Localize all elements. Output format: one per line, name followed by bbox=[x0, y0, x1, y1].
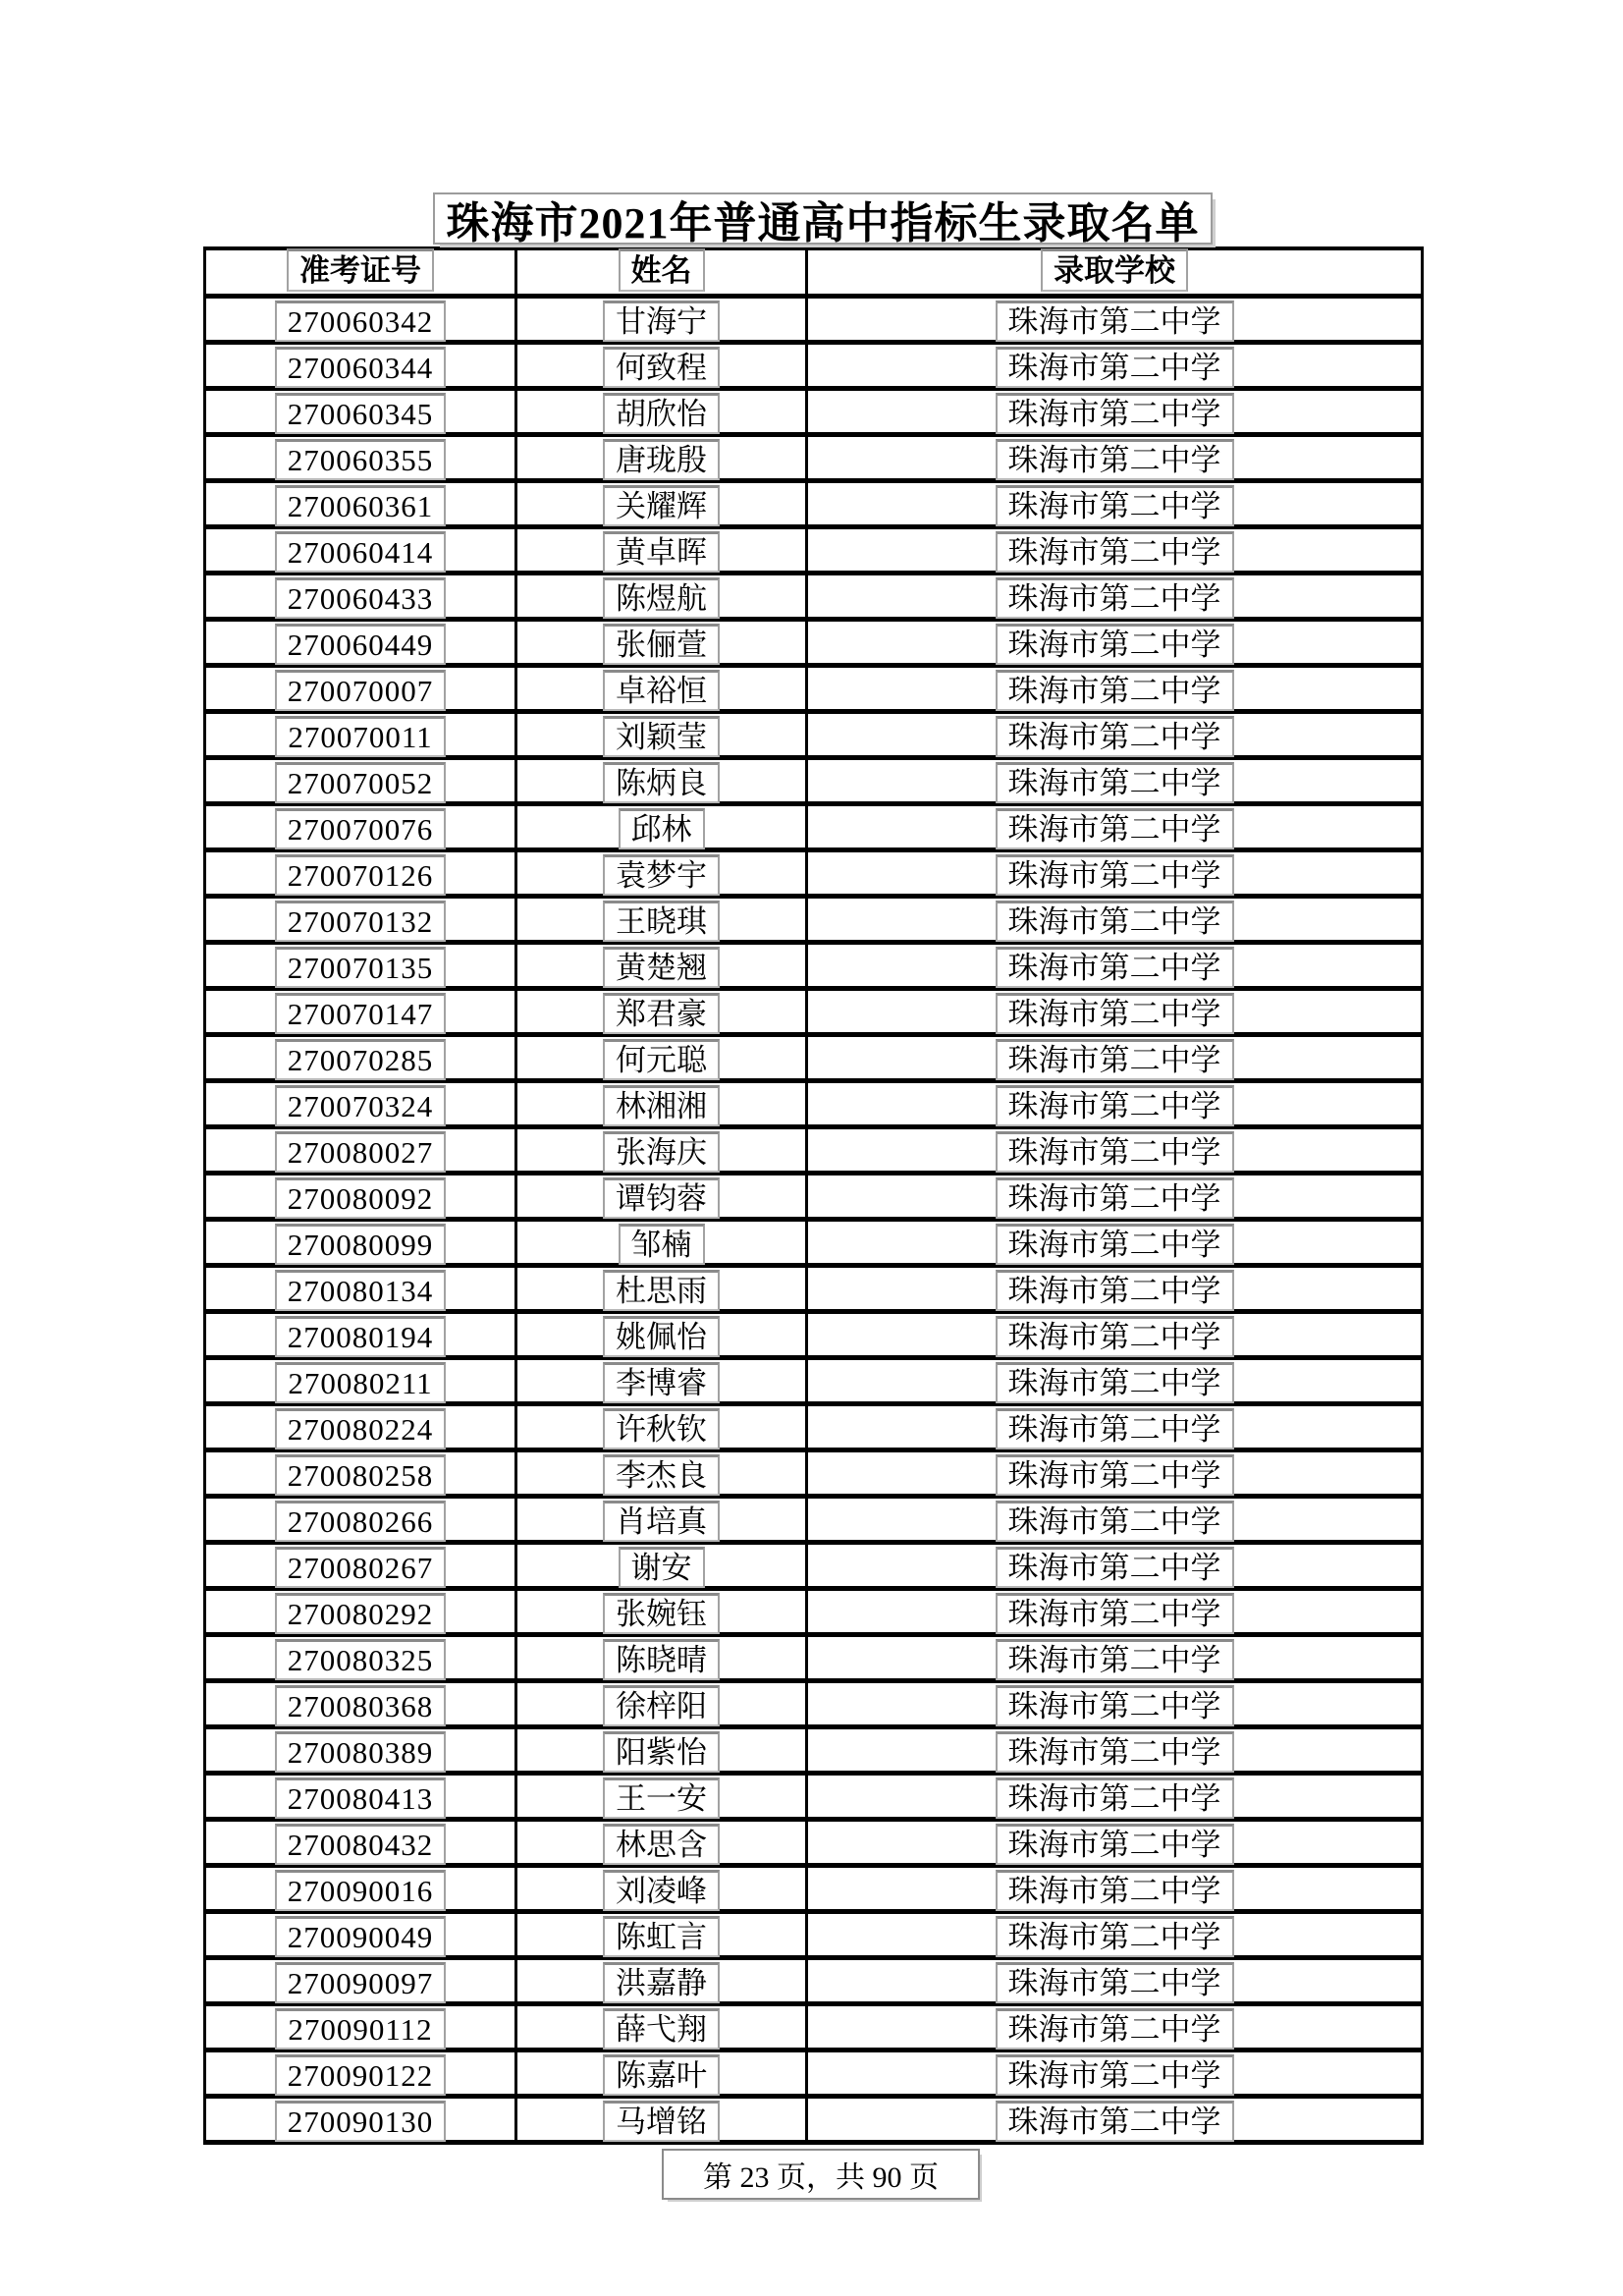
name-value: 袁梦宇 bbox=[603, 854, 720, 896]
table-row bbox=[205, 943, 1423, 989]
name-value: 邱林 bbox=[619, 808, 705, 849]
table-row bbox=[205, 1174, 1423, 1220]
school-value: 珠海市第二中学 bbox=[996, 1916, 1234, 1957]
table-row bbox=[205, 1266, 1423, 1312]
exam-number-value: 270060361 bbox=[275, 485, 447, 526]
name-cell bbox=[516, 712, 807, 758]
school-cell bbox=[807, 897, 1423, 943]
table-row bbox=[205, 1081, 1423, 1127]
table-row bbox=[205, 389, 1423, 435]
exam-number-value: 270080432 bbox=[275, 1824, 447, 1865]
name-cell bbox=[516, 620, 807, 666]
name-value: 陈煜航 bbox=[603, 577, 720, 619]
exam-number-cell bbox=[205, 943, 516, 989]
exam-number-cell bbox=[205, 1912, 516, 1958]
name-cell bbox=[516, 481, 807, 527]
name-value: 胡欣怡 bbox=[603, 393, 720, 434]
exam-number-cell bbox=[205, 1127, 516, 1174]
school-value: 珠海市第二中学 bbox=[996, 1824, 1234, 1865]
school-cell bbox=[807, 2004, 1423, 2050]
name-value: 陈炳良 bbox=[603, 762, 720, 803]
name-cell bbox=[516, 1174, 807, 1220]
table-row bbox=[205, 1589, 1423, 1635]
exam-number-cell bbox=[205, 1266, 516, 1312]
header-row bbox=[205, 248, 1423, 297]
name-value: 阳紫怡 bbox=[603, 1731, 720, 1773]
exam-number-value: 270080194 bbox=[275, 1316, 447, 1357]
table-row bbox=[205, 527, 1423, 574]
school-cell bbox=[807, 1358, 1423, 1404]
name-value: 黄楚翘 bbox=[603, 947, 720, 988]
exam-number-value: 270080092 bbox=[275, 1177, 447, 1219]
name-cell bbox=[516, 389, 807, 435]
school-value: 珠海市第二中学 bbox=[996, 1639, 1234, 1680]
name-cell bbox=[516, 850, 807, 897]
name-cell bbox=[516, 1358, 807, 1404]
name-value: 刘凌峰 bbox=[603, 1870, 720, 1911]
name-cell bbox=[516, 666, 807, 712]
name-value: 何元聪 bbox=[603, 1039, 720, 1080]
name-value: 陈虹言 bbox=[603, 1916, 720, 1957]
school-value: 珠海市第二中学 bbox=[996, 1870, 1234, 1911]
school-value: 珠海市第二中学 bbox=[996, 1177, 1234, 1219]
title-box bbox=[433, 192, 1213, 245]
exam-number-cell bbox=[205, 1543, 516, 1589]
exam-number-value: 270070324 bbox=[275, 1085, 447, 1126]
exam-number-value: 270060342 bbox=[275, 301, 447, 342]
school-value: 珠海市第二中学 bbox=[996, 1224, 1234, 1265]
exam-number-value: 270080099 bbox=[275, 1224, 447, 1265]
table-row bbox=[205, 1958, 1423, 2004]
school-header-label: 录取学校 bbox=[1041, 248, 1188, 292]
name-cell bbox=[516, 297, 807, 343]
school-cell bbox=[807, 574, 1423, 620]
school-value: 珠海市第二中学 bbox=[996, 1501, 1234, 1542]
school-cell bbox=[807, 2097, 1423, 2143]
table-row bbox=[205, 2050, 1423, 2097]
name-cell bbox=[516, 1774, 807, 1820]
name-value: 李杰良 bbox=[603, 1454, 720, 1496]
table-row bbox=[205, 850, 1423, 897]
table-row bbox=[205, 897, 1423, 943]
school-value: 珠海市第二中学 bbox=[996, 1131, 1234, 1173]
table-row bbox=[205, 1450, 1423, 1497]
exam-number-value: 270070011 bbox=[275, 716, 445, 757]
exam-number-cell bbox=[205, 527, 516, 574]
name-cell bbox=[516, 1312, 807, 1358]
school-cell bbox=[807, 804, 1423, 850]
exam-number-cell bbox=[205, 2004, 516, 2050]
exam-number-cell bbox=[205, 389, 516, 435]
table-row bbox=[205, 574, 1423, 620]
school-cell bbox=[807, 343, 1423, 389]
exam-number-value: 270060355 bbox=[275, 439, 447, 480]
school-cell bbox=[807, 1497, 1423, 1543]
exam-number-cell bbox=[205, 1404, 516, 1450]
table-row bbox=[205, 2097, 1423, 2143]
school-cell bbox=[807, 2050, 1423, 2097]
name-value: 关耀辉 bbox=[603, 485, 720, 526]
name-cell bbox=[516, 1912, 807, 1958]
exam-number-value: 270090097 bbox=[275, 1962, 447, 2003]
name-value: 黄卓晖 bbox=[603, 531, 720, 573]
school-value: 珠海市第二中学 bbox=[996, 1085, 1234, 1126]
name-cell bbox=[516, 943, 807, 989]
name-cell bbox=[516, 1404, 807, 1450]
school-value: 珠海市第二中学 bbox=[996, 2054, 1234, 2096]
table-row bbox=[205, 1543, 1423, 1589]
name-cell bbox=[516, 1635, 807, 1681]
table-row bbox=[205, 1774, 1423, 1820]
exam-number-cell bbox=[205, 1589, 516, 1635]
exam-number-value: 270060433 bbox=[275, 577, 447, 619]
exam-number-value: 270070076 bbox=[275, 808, 447, 849]
school-cell bbox=[807, 1727, 1423, 1774]
school-cell bbox=[807, 481, 1423, 527]
name-cell bbox=[516, 1220, 807, 1266]
table-row bbox=[205, 1497, 1423, 1543]
school-value: 珠海市第二中学 bbox=[996, 1962, 1234, 2003]
school-value: 珠海市第二中学 bbox=[996, 439, 1234, 480]
table-row bbox=[205, 435, 1423, 481]
name-value: 林思含 bbox=[603, 1824, 720, 1865]
exam-number-header-label: 准考证号 bbox=[287, 248, 434, 292]
page-title: 珠海市2021年普通高中指标生录取名单 bbox=[446, 198, 1200, 247]
name-cell bbox=[516, 1035, 807, 1081]
exam-number-value: 270080267 bbox=[275, 1547, 447, 1588]
exam-number-cell bbox=[205, 1958, 516, 2004]
table-row bbox=[205, 1727, 1423, 1774]
exam-number-cell bbox=[205, 1081, 516, 1127]
name-cell bbox=[516, 1081, 807, 1127]
exam-number-value: 270080389 bbox=[275, 1731, 447, 1773]
name-cell bbox=[516, 1450, 807, 1497]
school-cell bbox=[807, 989, 1423, 1035]
name-cell bbox=[516, 2097, 807, 2143]
school-value: 珠海市第二中学 bbox=[996, 624, 1234, 665]
school-cell bbox=[807, 1450, 1423, 1497]
name-cell bbox=[516, 758, 807, 804]
table-row bbox=[205, 1635, 1423, 1681]
name-value: 王晓琪 bbox=[603, 901, 720, 942]
table-row bbox=[205, 2004, 1423, 2050]
name-cell bbox=[516, 1589, 807, 1635]
name-cell bbox=[516, 527, 807, 574]
column-header-exam-number bbox=[205, 248, 516, 297]
name-cell bbox=[516, 1681, 807, 1727]
school-value: 珠海市第二中学 bbox=[996, 1316, 1234, 1357]
exam-number-cell bbox=[205, 1497, 516, 1543]
school-value: 珠海市第二中学 bbox=[996, 993, 1234, 1034]
exam-number-cell bbox=[205, 1174, 516, 1220]
school-cell bbox=[807, 1820, 1423, 1866]
exam-number-cell bbox=[205, 2050, 516, 2097]
school-cell bbox=[807, 1958, 1423, 2004]
school-cell bbox=[807, 1543, 1423, 1589]
name-cell bbox=[516, 1866, 807, 1912]
school-value: 珠海市第二中学 bbox=[996, 1547, 1234, 1588]
exam-number-cell bbox=[205, 1450, 516, 1497]
school-value: 珠海市第二中学 bbox=[996, 808, 1234, 849]
exam-number-value: 270060414 bbox=[275, 531, 447, 573]
school-cell bbox=[807, 1174, 1423, 1220]
name-cell bbox=[516, 343, 807, 389]
school-value: 珠海市第二中学 bbox=[996, 301, 1234, 342]
school-value: 珠海市第二中学 bbox=[996, 854, 1234, 896]
exam-number-cell bbox=[205, 574, 516, 620]
name-cell bbox=[516, 1497, 807, 1543]
page-number-text: 第 23 页，共 90 页 bbox=[703, 2161, 939, 2194]
name-value: 张海庆 bbox=[603, 1131, 720, 1173]
exam-number-cell bbox=[205, 989, 516, 1035]
school-value: 珠海市第二中学 bbox=[996, 2101, 1234, 2142]
exam-number-value: 270070135 bbox=[275, 947, 447, 988]
school-value: 珠海市第二中学 bbox=[996, 1731, 1234, 1773]
exam-number-value: 270080211 bbox=[275, 1362, 445, 1403]
exam-number-value: 270090112 bbox=[275, 2008, 445, 2050]
school-cell bbox=[807, 666, 1423, 712]
exam-number-cell bbox=[205, 1312, 516, 1358]
exam-number-value: 270080368 bbox=[275, 1685, 447, 1726]
table-row bbox=[205, 1404, 1423, 1450]
school-cell bbox=[807, 1081, 1423, 1127]
name-cell bbox=[516, 1820, 807, 1866]
exam-number-cell bbox=[205, 666, 516, 712]
school-value: 珠海市第二中学 bbox=[996, 1362, 1234, 1403]
name-cell bbox=[516, 897, 807, 943]
table-row bbox=[205, 989, 1423, 1035]
exam-number-cell bbox=[205, 850, 516, 897]
name-header-label: 姓名 bbox=[619, 248, 705, 292]
school-cell bbox=[807, 1266, 1423, 1312]
school-cell bbox=[807, 1866, 1423, 1912]
school-cell bbox=[807, 1035, 1423, 1081]
name-cell bbox=[516, 2050, 807, 2097]
exam-number-value: 270090049 bbox=[275, 1916, 447, 1957]
name-cell bbox=[516, 1266, 807, 1312]
exam-number-value: 270090016 bbox=[275, 1870, 447, 1911]
school-cell bbox=[807, 527, 1423, 574]
name-cell bbox=[516, 2004, 807, 2050]
exam-number-value: 270070052 bbox=[275, 762, 447, 803]
school-cell bbox=[807, 1589, 1423, 1635]
exam-number-cell bbox=[205, 2097, 516, 2143]
exam-number-cell bbox=[205, 343, 516, 389]
exam-number-cell bbox=[205, 1820, 516, 1866]
name-value: 张俪萱 bbox=[603, 624, 720, 665]
page-number-box bbox=[662, 2149, 980, 2200]
name-value: 何致程 bbox=[603, 347, 720, 388]
school-cell bbox=[807, 712, 1423, 758]
school-value: 珠海市第二中学 bbox=[996, 670, 1234, 711]
exam-number-cell bbox=[205, 1681, 516, 1727]
school-value: 珠海市第二中学 bbox=[996, 1039, 1234, 1080]
table-row bbox=[205, 297, 1423, 343]
exam-number-value: 270080413 bbox=[275, 1777, 447, 1819]
table-row bbox=[205, 1681, 1423, 1727]
name-value: 王一安 bbox=[603, 1777, 720, 1819]
name-value: 薛弋翔 bbox=[603, 2008, 720, 2050]
admission-table-head bbox=[205, 248, 1423, 297]
exam-number-value: 270080266 bbox=[275, 1501, 447, 1542]
name-value: 谭钧蓉 bbox=[603, 1177, 720, 1219]
school-value: 珠海市第二中学 bbox=[996, 1593, 1234, 1634]
name-value: 甘海宁 bbox=[603, 301, 720, 342]
exam-number-value: 270080292 bbox=[275, 1593, 447, 1634]
exam-number-cell bbox=[205, 1358, 516, 1404]
name-value: 李博睿 bbox=[603, 1362, 720, 1403]
exam-number-cell bbox=[205, 481, 516, 527]
exam-number-cell bbox=[205, 712, 516, 758]
school-value: 珠海市第二中学 bbox=[996, 1454, 1234, 1496]
name-cell bbox=[516, 435, 807, 481]
school-cell bbox=[807, 297, 1423, 343]
name-cell bbox=[516, 1543, 807, 1589]
school-value: 珠海市第二中学 bbox=[996, 716, 1234, 757]
exam-number-cell bbox=[205, 1866, 516, 1912]
table-row bbox=[205, 620, 1423, 666]
name-value: 刘颖莹 bbox=[603, 716, 720, 757]
school-cell bbox=[807, 1127, 1423, 1174]
name-cell bbox=[516, 989, 807, 1035]
table-row bbox=[205, 343, 1423, 389]
school-cell bbox=[807, 850, 1423, 897]
exam-number-value: 270070126 bbox=[275, 854, 447, 896]
name-value: 姚佩怡 bbox=[603, 1316, 720, 1357]
school-cell bbox=[807, 435, 1423, 481]
admission-table-body bbox=[205, 297, 1423, 2143]
school-value: 珠海市第二中学 bbox=[996, 762, 1234, 803]
table-row bbox=[205, 1358, 1423, 1404]
table-row bbox=[205, 712, 1423, 758]
table-row bbox=[205, 666, 1423, 712]
table-row bbox=[205, 1220, 1423, 1266]
school-value: 珠海市第二中学 bbox=[996, 947, 1234, 988]
exam-number-cell bbox=[205, 1635, 516, 1681]
table-row bbox=[205, 1127, 1423, 1174]
exam-number-value: 270070285 bbox=[275, 1039, 447, 1080]
name-value: 陈嘉叶 bbox=[603, 2054, 720, 2096]
exam-number-cell bbox=[205, 804, 516, 850]
column-header-school bbox=[807, 248, 1423, 297]
exam-number-cell bbox=[205, 1220, 516, 1266]
exam-number-value: 270070007 bbox=[275, 670, 447, 711]
name-value: 卓裕恒 bbox=[603, 670, 720, 711]
table-row bbox=[205, 804, 1423, 850]
school-cell bbox=[807, 1312, 1423, 1358]
name-value: 邹楠 bbox=[619, 1224, 705, 1265]
exam-number-cell bbox=[205, 1035, 516, 1081]
school-cell bbox=[807, 1912, 1423, 1958]
name-value: 林湘湘 bbox=[603, 1085, 720, 1126]
name-value: 马增铭 bbox=[603, 2101, 720, 2142]
name-cell bbox=[516, 1727, 807, 1774]
table-row bbox=[205, 1035, 1423, 1081]
name-value: 唐珑殷 bbox=[603, 439, 720, 480]
exam-number-cell bbox=[205, 620, 516, 666]
exam-number-cell bbox=[205, 435, 516, 481]
exam-number-value: 270060345 bbox=[275, 393, 447, 434]
school-value: 珠海市第二中学 bbox=[996, 347, 1234, 388]
exam-number-value: 270080134 bbox=[275, 1270, 447, 1311]
name-cell bbox=[516, 1127, 807, 1174]
name-value: 杜思雨 bbox=[603, 1270, 720, 1311]
exam-number-value: 270090130 bbox=[275, 2101, 447, 2142]
school-cell bbox=[807, 389, 1423, 435]
school-cell bbox=[807, 620, 1423, 666]
name-value: 洪嘉静 bbox=[603, 1962, 720, 2003]
admission-table bbox=[203, 246, 1424, 2145]
name-cell bbox=[516, 574, 807, 620]
name-value: 许秋钦 bbox=[603, 1408, 720, 1449]
school-value: 珠海市第二中学 bbox=[996, 1408, 1234, 1449]
name-value: 张婉钰 bbox=[603, 1593, 720, 1634]
exam-number-value: 270060449 bbox=[275, 624, 447, 665]
name-value: 谢安 bbox=[619, 1547, 705, 1588]
name-value: 郑君豪 bbox=[603, 993, 720, 1034]
exam-number-cell bbox=[205, 897, 516, 943]
table-row bbox=[205, 1866, 1423, 1912]
school-value: 珠海市第二中学 bbox=[996, 1685, 1234, 1726]
school-cell bbox=[807, 758, 1423, 804]
school-cell bbox=[807, 943, 1423, 989]
school-cell bbox=[807, 1681, 1423, 1727]
school-value: 珠海市第二中学 bbox=[996, 577, 1234, 619]
name-value: 徐梓阳 bbox=[603, 1685, 720, 1726]
school-value: 珠海市第二中学 bbox=[996, 1777, 1234, 1819]
school-cell bbox=[807, 1404, 1423, 1450]
exam-number-value: 270080224 bbox=[275, 1408, 447, 1449]
column-header-name bbox=[516, 248, 807, 297]
exam-number-cell bbox=[205, 1727, 516, 1774]
exam-number-value: 270060344 bbox=[275, 347, 447, 388]
exam-number-value: 270090122 bbox=[275, 2054, 447, 2096]
name-cell bbox=[516, 804, 807, 850]
exam-number-cell bbox=[205, 1774, 516, 1820]
table-row bbox=[205, 481, 1423, 527]
school-value: 珠海市第二中学 bbox=[996, 485, 1234, 526]
school-value: 珠海市第二中学 bbox=[996, 531, 1234, 573]
exam-number-value: 270070132 bbox=[275, 901, 447, 942]
name-value: 肖培真 bbox=[603, 1501, 720, 1542]
name-value: 陈晓晴 bbox=[603, 1639, 720, 1680]
name-cell bbox=[516, 1958, 807, 2004]
table-row bbox=[205, 1912, 1423, 1958]
table-row bbox=[205, 758, 1423, 804]
exam-number-value: 270080258 bbox=[275, 1454, 447, 1496]
school-value: 珠海市第二中学 bbox=[996, 2008, 1234, 2050]
school-value: 珠海市第二中学 bbox=[996, 1270, 1234, 1311]
school-value: 珠海市第二中学 bbox=[996, 901, 1234, 942]
table-row bbox=[205, 1820, 1423, 1866]
school-cell bbox=[807, 1774, 1423, 1820]
exam-number-cell bbox=[205, 297, 516, 343]
table-row bbox=[205, 1312, 1423, 1358]
exam-number-value: 270080027 bbox=[275, 1131, 447, 1173]
school-value: 珠海市第二中学 bbox=[996, 393, 1234, 434]
exam-number-cell bbox=[205, 758, 516, 804]
school-cell bbox=[807, 1635, 1423, 1681]
school-cell bbox=[807, 1220, 1423, 1266]
exam-number-value: 270080325 bbox=[275, 1639, 447, 1680]
exam-number-value: 270070147 bbox=[275, 993, 447, 1034]
